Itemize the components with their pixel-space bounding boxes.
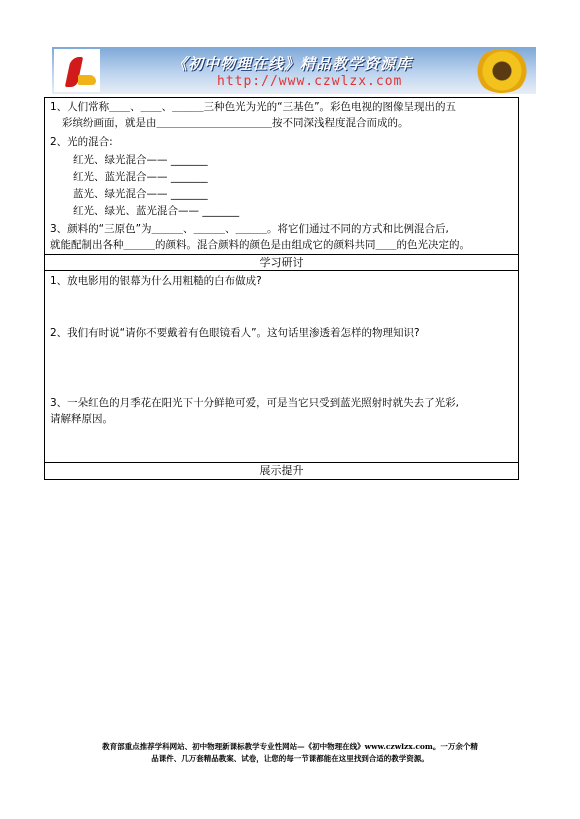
preview-mix-red-blue: 红光、蓝光混合—— _______: [73, 171, 208, 183]
preview-q1-line1: 1、人们常称＿＿、＿＿、＿＿＿三种色光为光的“三基色”。彩色电视的图像呈现出的五: [50, 101, 457, 113]
study-q3-line1: 3、一朵红色的月季花在阳光下十分鲜艳可爱，可是当它只受到蓝光照射时就失去了光彩,: [50, 397, 460, 409]
preview-mix-red-green: 红光、绿光混合—— _______: [73, 154, 208, 166]
footer-line1: 教育部重点推荐学科网站、初中物理新课标教学专业性网站—《初中物理在线》www.czwlzx.com。一万余个精: [102, 742, 478, 751]
preview-q3-line2: 就能配制出各种＿＿＿的颜料。混合颜料的颜色是由组成它的颜料共同＿＿的色光决定的。: [50, 239, 470, 251]
logo-yellow-shape: [78, 75, 96, 85]
study-q3-line2: 请解释原因。: [50, 413, 113, 425]
preview-section: [45, 98, 518, 255]
banner-title: 《初中物理在线》精品教学资源库: [172, 55, 413, 73]
footer-line2: 品课件、几万套精品教案、试卷，让您的每一节课都能在这里找到合适的教学资源。: [151, 754, 429, 763]
preview-mix-blue-green: 蓝光、绿光混合—— _______: [73, 188, 208, 200]
preview-q2-title: 2、光的混合:: [50, 136, 113, 148]
preview-q3-line1: 3、颜料的“三原色”为＿＿＿、＿＿＿、＿＿＿。将它们通过不同的方式和比例混合后,: [50, 223, 449, 235]
study-section: [45, 271, 518, 463]
show-section-header: 展示提升: [259, 464, 304, 477]
study-q1: 1、放电影用的银幕为什么用粗糙的白布做成?: [50, 275, 262, 287]
preview-mix-rgb: 红光、绿光、蓝光混合—— _______: [73, 205, 240, 217]
preview-q1-line2: 彩缤纷画面，就是由＿＿＿＿＿＿＿＿＿＿＿按不同深浅程度混合而成的。: [62, 117, 409, 129]
sunflower-image: [474, 49, 530, 93]
banner-url[interactable]: http://www.czwlzx.com: [217, 74, 403, 89]
study-section-header: 学习研讨: [45, 255, 518, 271]
worksheet-table: [44, 97, 519, 480]
study-q2: 2、我们有时说“请你不要戴着有色眼镜看人”。这句话里渗透着怎样的物理知识?: [50, 327, 420, 339]
site-logo: [54, 49, 100, 92]
page-footer: [40, 741, 540, 765]
site-banner: [52, 47, 536, 94]
